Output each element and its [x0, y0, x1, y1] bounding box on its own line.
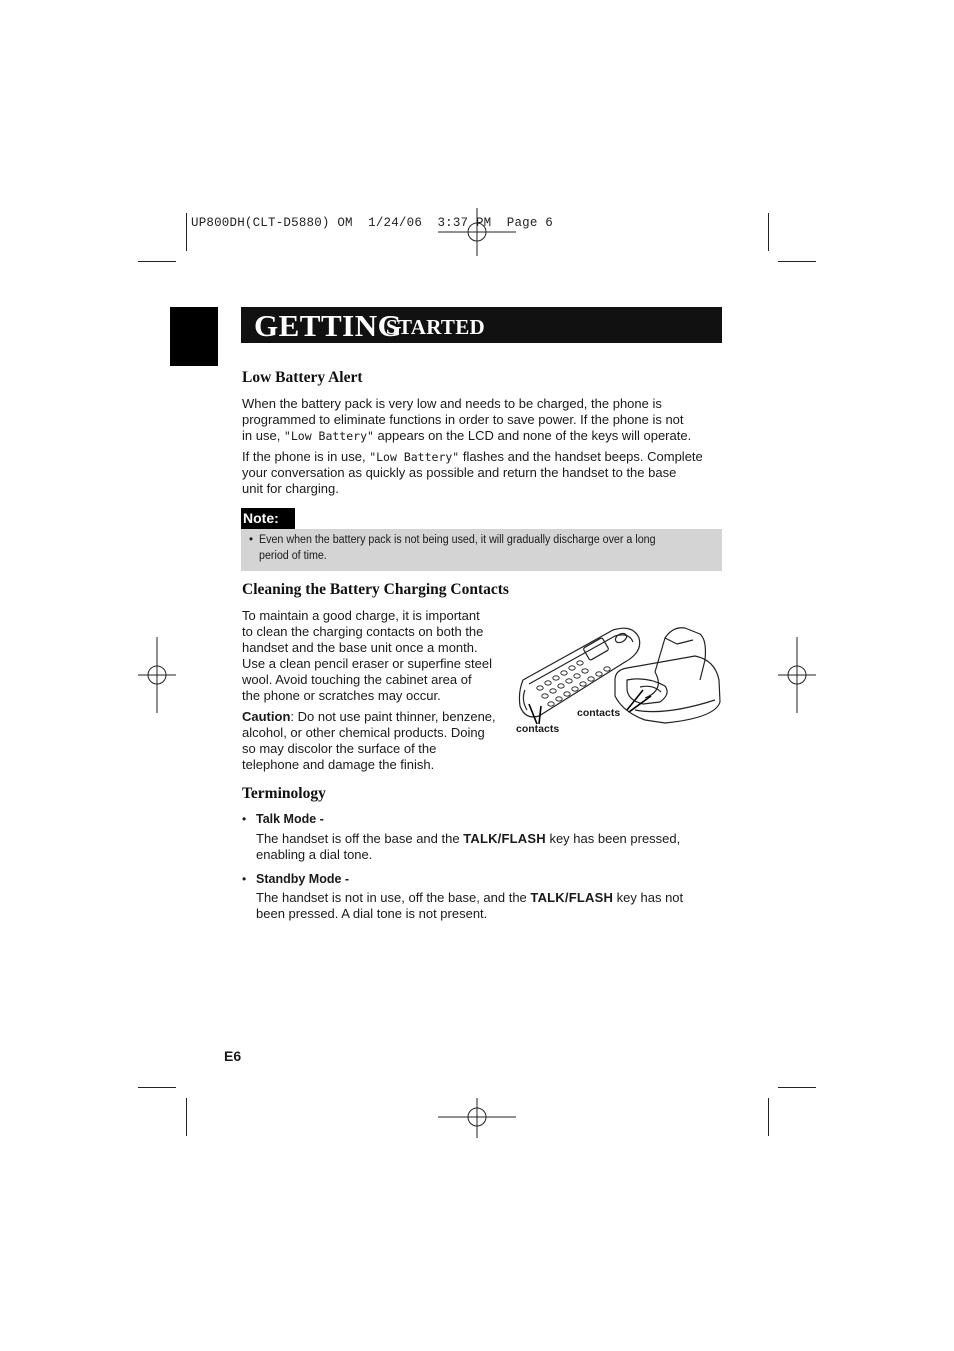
talk-flash-key-label: TALK/FLASH: [463, 831, 546, 846]
section-title-bar: [241, 307, 722, 343]
cleaning-line: handset and the base unit once a month.: [242, 640, 478, 655]
crop-mark: [138, 261, 176, 262]
cleaning-line: the phone or scratches may occur.: [242, 688, 441, 703]
term-definition-line: been pressed. A dial tone is not present.: [256, 906, 488, 921]
term-label-standby-mode: Standby Mode -: [256, 872, 350, 886]
crop-mark: [138, 1087, 176, 1088]
low-battery-line: When the battery pack is very low and needs to be charged, the phone is: [242, 396, 662, 411]
low-battery-line: your conversation as quickly as possible and return the handset to the base: [242, 465, 677, 480]
bullet: •: [242, 872, 247, 886]
caution-line: alcohol, or other chemical products. Doing: [242, 725, 485, 740]
cleaning-heading: Cleaning the Battery Charging Contacts: [242, 581, 509, 598]
print-slug: UP800DH(CLT-D5880) OM 1/24/06 3:37 PM Page 6: [191, 216, 553, 230]
crop-mark: [768, 1098, 769, 1136]
term-label-talk-mode: Talk Mode -: [256, 812, 324, 826]
cleaning-line: wool. Avoid touching the cabinet area of: [242, 672, 472, 687]
bullet: •: [242, 812, 247, 826]
note-label: Note:: [241, 508, 295, 529]
terminology-heading: Terminology: [242, 785, 326, 802]
caption-contacts-base: contacts: [577, 707, 621, 719]
section-title-started: STARTED: [386, 315, 485, 339]
low-battery-line: If the phone is in use, "Low Battery" flashes and the handset beeps. Complete: [242, 449, 703, 464]
caution-line: Caution: Do not use paint thinner, benzene,: [242, 709, 496, 724]
page-number: E6: [224, 1048, 242, 1064]
crop-mark: [778, 1087, 816, 1088]
term-definition-line: The handset is off the base and the TALK/FLASH key has been pressed,: [256, 831, 681, 846]
cleaning-line: Use a clean pencil eraser or superfine steel: [242, 656, 493, 671]
term-definition-line: enabling a dial tone.: [256, 847, 373, 862]
note-text: Even when the battery pack is not being used, it will gradually discharge over a long period of time.: [259, 534, 656, 562]
low-battery-line: unit for charging.: [242, 481, 339, 496]
crop-mark: [186, 1098, 187, 1136]
registration-mark-icon: [778, 637, 816, 713]
low-battery-line: programmed to eliminate functions in order to save power. If the phone is not: [242, 412, 684, 427]
section-title-getting: GETTING: [254, 308, 403, 343]
low-battery-line: in use, "Low Battery" appears on the LCD and none of the keys will operate.: [242, 428, 692, 443]
registration-mark-icon: [138, 637, 176, 713]
caption-contacts-handset: contacts: [516, 723, 560, 735]
cleaning-line: To maintain a good charge, it is important: [242, 608, 480, 623]
caution-label: Caution: [242, 709, 291, 724]
crop-mark: [186, 213, 187, 251]
cleaning-line: to clean the charging contacts on both the: [242, 624, 484, 639]
crop-mark: [778, 261, 816, 262]
term-definition-line: The handset is not in use, off the base, and the TALK/FLASH key has not: [256, 890, 684, 905]
caution-line: telephone and damage the finish.: [242, 757, 435, 772]
lcd-text: "Low Battery": [369, 450, 460, 464]
talk-flash-key-label: TALK/FLASH: [530, 890, 614, 905]
caution-line: so may discolor the surface of the: [242, 741, 437, 756]
note-bullet: •: [249, 534, 254, 546]
lcd-text: "Low Battery": [283, 429, 374, 443]
section-tab: [170, 307, 218, 366]
low-battery-heading: Low Battery Alert: [242, 369, 363, 386]
registration-mark-icon: [438, 1098, 516, 1138]
crop-mark: [768, 213, 769, 251]
note-box: [241, 529, 722, 571]
